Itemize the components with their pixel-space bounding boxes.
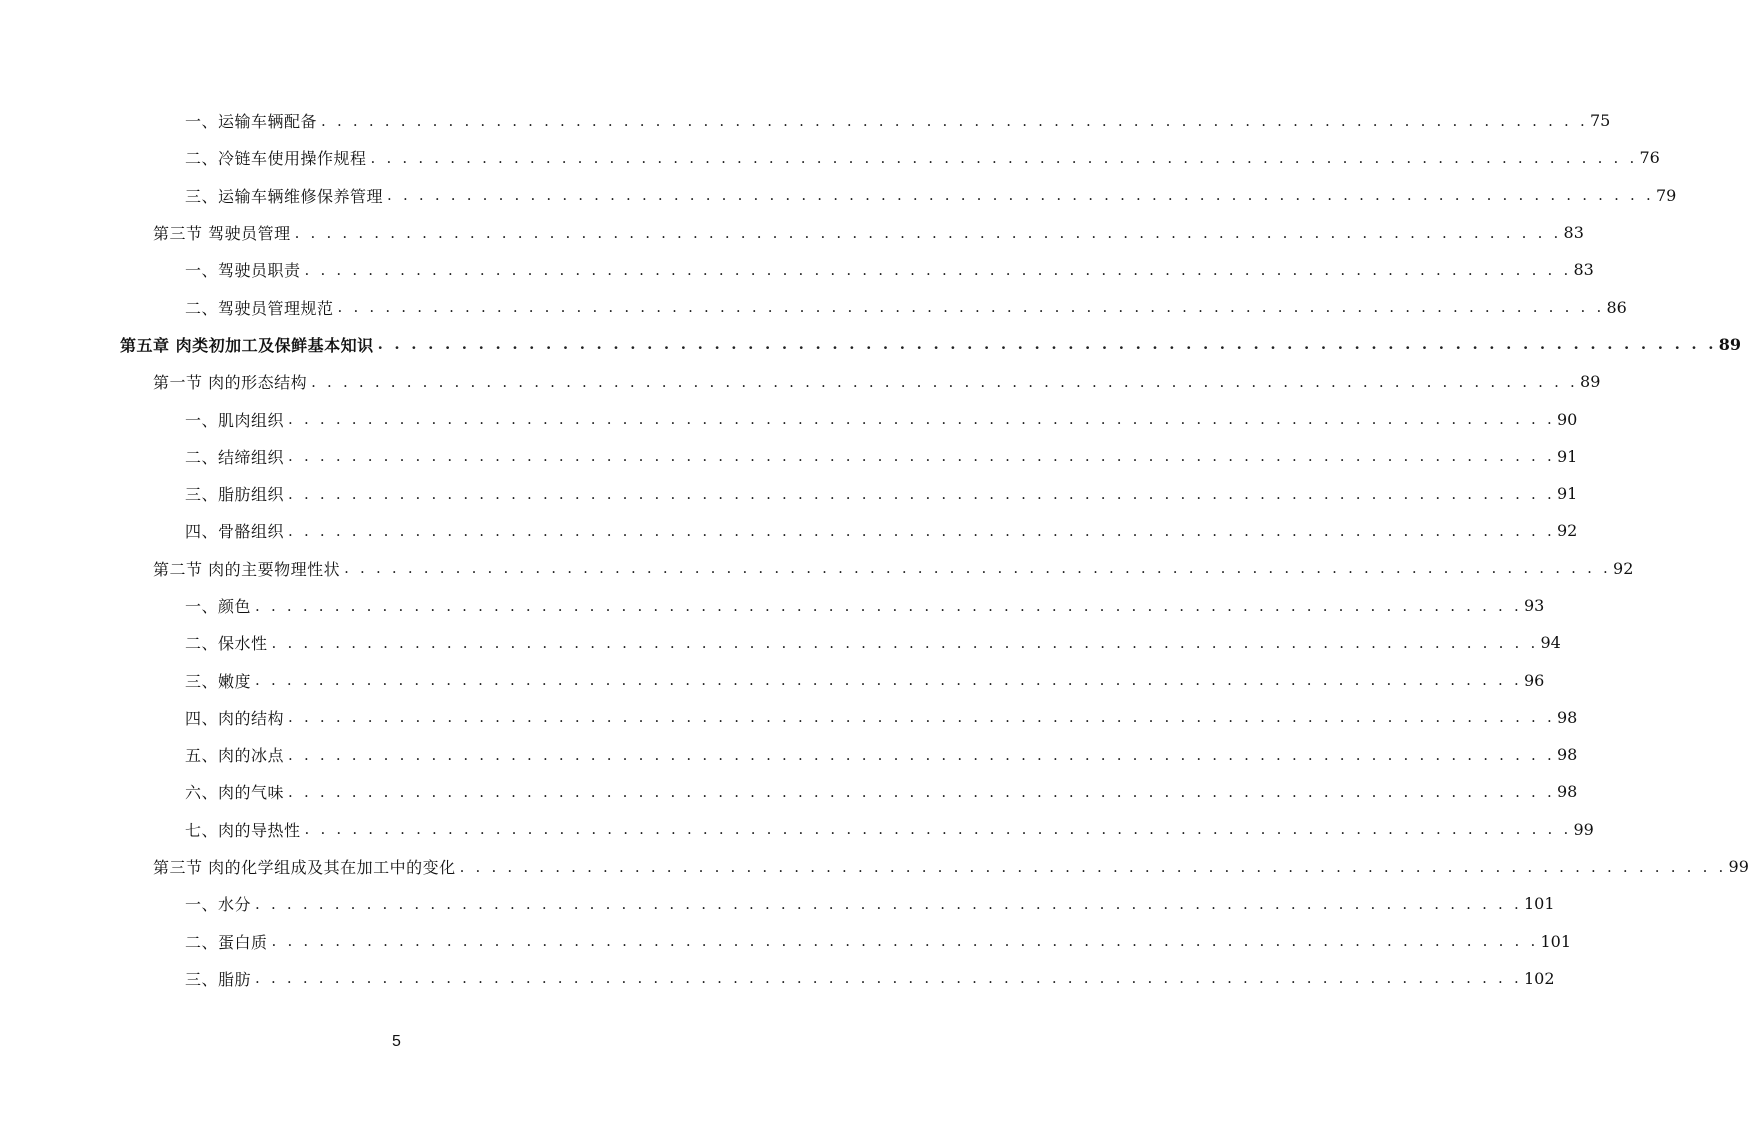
toc-chapter-entry[interactable]	[0, 326, 1741, 363]
dot-leader: . . . . . . . . . . . . . . . . . . . . . . . . . . . . . . . . . . . . . . . . . . . . . . . . . . . . . . . . . . . . . . . . . . . . . . . . . . . . . . . .	[288, 708, 1555, 727]
toc-entry-title: 一、运输车辆配备	[185, 112, 318, 132]
toc-entry-title: 一、驾驶员职责	[185, 261, 301, 281]
toc-section-entry[interactable]	[0, 550, 1634, 587]
toc-entry-title: 一、水分	[185, 895, 252, 915]
toc-entry-title: 第一节 肉的形态结构	[153, 373, 308, 393]
toc-subsection-entry[interactable]	[0, 400, 1578, 437]
dot-leader: . . . . . . . . . . . . . . . . . . . . . . . . . . . . . . . . . . . . . . . . . . . . . . . . . . . . . . . . . . . . . . . . . . . . . . . . . . . . . . . .	[387, 186, 1654, 205]
toc-entry-title: 第三节 驾驶员管理	[153, 224, 291, 244]
toc-entry-title: 二、蛋白质	[185, 932, 268, 952]
toc-entry-page: 92	[1556, 521, 1578, 541]
toc-subsection-entry[interactable]	[0, 699, 1578, 736]
toc-entry-title: 三、嫩度	[185, 671, 252, 691]
toc-entry-page: 91	[1556, 446, 1578, 466]
toc-entry-title: 第二节 肉的主要物理性状	[153, 559, 341, 579]
table-of-contents	[0, 102, 1749, 997]
dot-leader: . . . . . . . . . . . . . . . . . . . . . . . . . . . . . . . . . . . . . . . . . . . . . . . . . . . . . . . . . . . . . . . . . . . . . . . . . . . . . . . .	[271, 633, 1539, 652]
toc-entry-page: 79	[1655, 185, 1677, 205]
dot-leader: . . . . . . . . . . . . . . . . . . . . . . . . . . . . . . . . . . . . . . . . . . . . . . . . . . . . . . . . . . . . . . . . . . . . . . . . . . . . . . . .	[344, 559, 1612, 578]
toc-entry-title: 一、颜色	[185, 597, 252, 616]
toc-entry-page: 89	[1580, 372, 1601, 392]
dot-leader: . . . . . . . . . . . . . . . . . . . . . . . . . . . . . . . . . . . . . . . . . . . . . . . . . . . . . . . . . . . . . . . . . . . . . . . . . . . . . . . .	[288, 745, 1555, 764]
toc-entry-title: 四、肉的结构	[185, 708, 285, 728]
toc-subsection-entry[interactable]	[0, 960, 1555, 997]
toc-entry-title: 五、肉的冰点	[185, 746, 285, 766]
toc-entry-page: 99	[1728, 857, 1749, 877]
toc-entry-title: 七、肉的导热性	[185, 820, 301, 840]
toc-subsection-entry[interactable]	[0, 512, 1578, 549]
toc-entry-page: 94	[1540, 633, 1561, 653]
toc-subsection-entry[interactable]	[0, 923, 1571, 960]
dot-leader: . . . . . . . . . . . . . . . . . . . . . . . . . . . . . . . . . . . . . . . . . . . . . . . . . . . . . . . . . . . . . . . . . . . . . . . . . . . . . . . .	[288, 410, 1555, 429]
toc-subsection-entry[interactable]	[0, 139, 1660, 176]
page-number: 5	[392, 1033, 401, 1050]
toc-subsection-entry[interactable]	[0, 102, 1611, 139]
toc-entry-page: 101	[1540, 931, 1571, 951]
dot-leader: . . . . . . . . . . . . . . . . . . . . . . . . . . . . . . . . . . . . . . . . . . . . . . . . . . . . . . . . . . . . . . . . . . . . . . . . . . . . . . . .	[337, 298, 1605, 317]
toc-subsection-entry[interactable]	[0, 438, 1578, 475]
dot-leader: . . . . . . . . . . . . . . . . . . . . . . . . . . . . . . . . . . . . . . . . . . . . . . . . . . . . . . . . . . . . . . . . . . . . . . . . . . . . . . . .	[370, 148, 1638, 167]
dot-leader: . . . . . . . . . . . . . . . . . . . . . . . . . . . . . . . . . . . . . . . . . . . . . . . . . . . . . . . . . . . . . . . . . . . . . . . . . . . . . . . .	[255, 671, 1522, 690]
toc-entry-title: 二、结缔组织	[185, 447, 285, 467]
toc-entry-page: 75	[1589, 111, 1611, 131]
dot-leader: . . . . . . . . . . . . . . . . . . . . . . . . . . . . . . . . . . . . . . . . . . . . . . . . . . . . . . . . . . . . . . . . . . . . . . . . . . . . . . . .	[311, 372, 1579, 391]
toc-entry-page: 93	[1523, 596, 1545, 615]
toc-section-entry[interactable]	[0, 214, 1584, 251]
toc-entry-page: 89	[1718, 334, 1741, 354]
toc-entry-title: 第五章 肉类初加工及保鲜基本知识	[120, 335, 374, 355]
toc-entry-title: 二、驾驶员管理规范	[185, 298, 334, 318]
toc-section-entry[interactable]	[0, 363, 1601, 400]
toc-entry-page: 76	[1639, 148, 1660, 168]
toc-entry-page: 92	[1613, 558, 1634, 578]
toc-entry-title: 六、肉的气味	[185, 783, 285, 803]
dot-leader: . . . . . . . . . . . . . . . . . . . . . . . . . . . . . . . . . . . . . . . . . . . . . . . . . . . . . . . . . . . . . . . . . . . . . . . . . . . . . . . .	[294, 223, 1562, 242]
toc-subsection-entry[interactable]	[0, 177, 1677, 214]
toc-entry-page: 90	[1556, 409, 1578, 429]
dot-leader: . . . . . . . . . . . . . . . . . . . . . . . . . . . . . . . . . . . . . . . . . . . . . . . . . . . . . . . . . . . . . . . . . . . . . . . . . . . . . . . .	[255, 969, 1522, 988]
toc-entry-page: 83	[1563, 223, 1584, 243]
toc-entry-title: 三、脂肪组织	[185, 485, 285, 505]
toc-entry-title: 四、骨骼组织	[185, 522, 285, 542]
toc-entry-title: 第三节 肉的化学组成及其在加工中的变化	[153, 858, 456, 878]
toc-entry-page: 83	[1573, 260, 1594, 280]
toc-subsection-entry[interactable]	[0, 811, 1594, 848]
dot-leader: . . . . . . . . . . . . . . . . . . . . . . . . . . . . . . . . . . . . . . . . . . . . . . . . . . . . . . . . . . . . . . . . . . . . . . . . . . . . . . . .	[377, 335, 1717, 354]
toc-subsection-entry[interactable]	[0, 773, 1578, 810]
toc-entry-page: 98	[1556, 745, 1578, 765]
dot-leader: . . . . . . . . . . . . . . . . . . . . . . . . . . . . . . . . . . . . . . . . . . . . . . . . . . . . . . . . . . . . . . . . . . . . . . . . . . . . . . . .	[304, 820, 1572, 839]
dot-leader: . . . . . . . . . . . . . . . . . . . . . . . . . . . . . . . . . . . . . . . . . . . . . . . . . . . . . . . . . . . . . . . . . . . . . . . . . . . . . . . .	[288, 484, 1555, 503]
toc-subsection-entry[interactable]	[0, 288, 1627, 325]
toc-subsection-entry[interactable]	[0, 587, 1545, 624]
toc-entry-title: 一、肌肉组织	[185, 410, 285, 430]
toc-entry-title: 三、脂肪	[185, 969, 252, 989]
toc-subsection-entry[interactable]	[0, 661, 1545, 698]
dot-leader: . . . . . . . . . . . . . . . . . . . . . . . . . . . . . . . . . . . . . . . . . . . . . . . . . . . . . . . . . . . . . . . . . . . . . . . . . . . . . . . .	[304, 260, 1572, 279]
toc-entry-page: 86	[1606, 297, 1627, 317]
toc-subsection-entry[interactable]	[0, 624, 1561, 661]
dot-leader: . . . . . . . . . . . . . . . . . . . . . . . . . . . . . . . . . . . . . . . . . . . . . . . . . . . . . . . . . . . . . . . . . . . . . . . . . . . . . . . .	[459, 857, 1727, 876]
toc-subsection-entry[interactable]	[0, 736, 1578, 773]
dot-leader: . . . . . . . . . . . . . . . . . . . . . . . . . . . . . . . . . . . . . . . . . . . . . . . . . . . . . . . . . . . . . . . . . . . . . . . . . . . . . . . .	[255, 894, 1522, 913]
dot-leader: . . . . . . . . . . . . . . . . . . . . . . . . . . . . . . . . . . . . . . . . . . . . . . . . . . . . . . . . . . . . . . . . . . . . . . . . . . . . . . . .	[271, 932, 1539, 951]
toc-section-entry[interactable]	[0, 848, 1749, 885]
toc-entry-page: 102	[1523, 968, 1555, 988]
toc-entry-title: 二、保水性	[185, 634, 268, 654]
toc-entry-page: 96	[1523, 670, 1545, 690]
toc-entry-title: 二、冷链车使用操作规程	[185, 149, 367, 169]
toc-entry-page: 98	[1556, 782, 1578, 802]
toc-entry-page: 91	[1556, 484, 1578, 504]
dot-leader: . . . . . . . . . . . . . . . . . . . . . . . . . . . . . . . . . . . . . . . . . . . . . . . . . . . . . . . . . . . . . . . . . . . . . . . . . . . . . . . .	[288, 782, 1555, 801]
toc-entry-title: 三、运输车辆维修保养管理	[185, 186, 384, 206]
toc-entry-page: 98	[1556, 707, 1578, 727]
toc-subsection-entry[interactable]	[0, 251, 1594, 288]
dot-leader: . . . . . . . . . . . . . . . . . . . . . . . . . . . . . . . . . . . . . . . . . . . . . . . . . . . . . . . . . . . . . . . . . . . . . . . . . . . . . . . .	[288, 521, 1555, 540]
dot-leader: . . . . . . . . . . . . . . . . . . . . . . . . . . . . . . . . . . . . . . . . . . . . . . . . . . . . . . . . . . . . . . . . . . . . . . . . . . . . . . . .	[321, 111, 1588, 130]
dot-leader: . . . . . . . . . . . . . . . . . . . . . . . . . . . . . . . . . . . . . . . . . . . . . . . . . . . . . . . . . . . . . . . . . . . . . . . . . . . . . . . .	[288, 447, 1555, 466]
toc-entry-page: 101	[1523, 894, 1555, 914]
toc-subsection-entry[interactable]	[0, 885, 1555, 922]
toc-entry-page: 99	[1573, 819, 1594, 839]
toc-subsection-entry[interactable]	[0, 475, 1578, 512]
dot-leader: . . . . . . . . . . . . . . . . . . . . . . . . . . . . . . . . . . . . . . . . . . . . . . . . . . . . . . . . . . . . . . . . . . . . . . . . . . . . . . . .	[255, 596, 1522, 615]
